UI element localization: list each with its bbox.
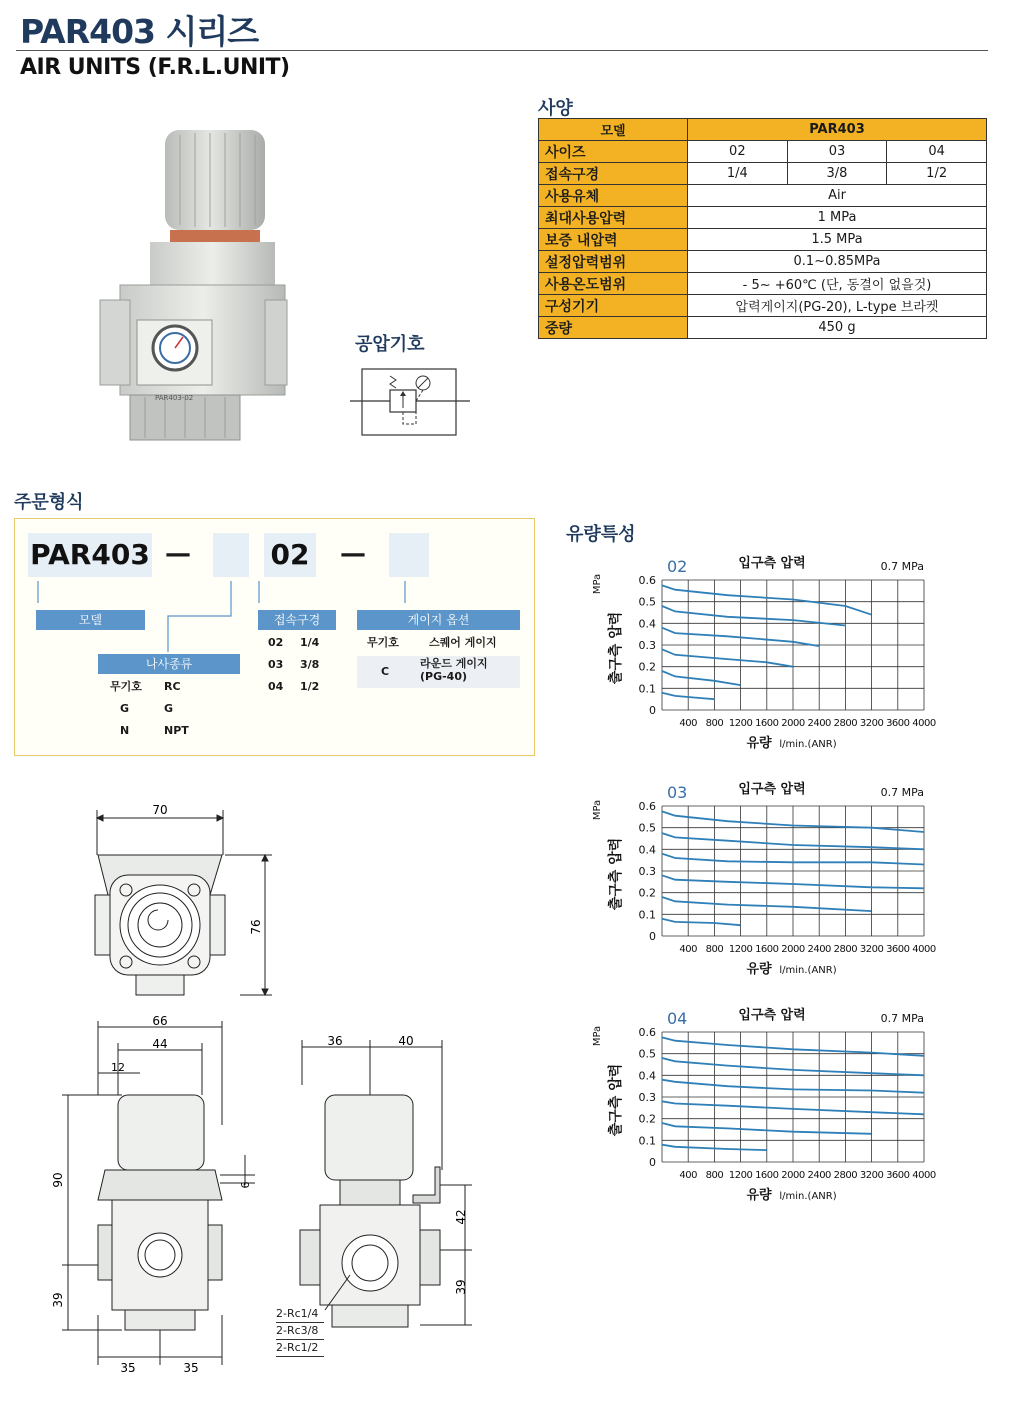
x-tick-label: 3200 (859, 944, 884, 955)
flow-chart-02 (560, 548, 960, 758)
flow-chart-svg (560, 774, 960, 984)
spec-value: 3/8 (787, 163, 887, 185)
spec-label: 보증 내압력 (539, 229, 688, 251)
x-tick-label: 3600 (886, 1170, 910, 1181)
flow-heading: 유량특성 (566, 524, 636, 545)
dim-front-width: 70 (152, 803, 168, 817)
spec-value: 0.1~0.85MPa (688, 251, 987, 273)
x-tick-label: 400 (679, 944, 697, 955)
y-tick-label: 0 (649, 704, 656, 717)
spec-row (539, 207, 987, 229)
dim-44: 44 (152, 1037, 168, 1051)
x-tick-label: 2800 (833, 944, 858, 955)
y-tick-label: 0.5 (638, 595, 656, 609)
y-unit-label: MPa (592, 799, 603, 821)
size-code: 02 (264, 533, 316, 577)
x-tick-label: 2400 (807, 1170, 831, 1181)
spec-label: 사용유체 (539, 185, 688, 207)
x-tick-label: 1200 (728, 1170, 753, 1181)
symbol-heading: 공압기호 (355, 334, 425, 355)
supply-pressure-label: 입구측 압력 (738, 1008, 806, 1023)
supply-pressure-label: 입구측 압력 (738, 556, 806, 571)
model-code: PAR403 (28, 533, 152, 577)
spec-value: 1 MPa (688, 207, 987, 229)
dim-36: 36 (327, 1035, 343, 1048)
spec-row (539, 251, 987, 273)
chart-size-label: 02 (667, 557, 688, 576)
flow-curve (662, 649, 793, 666)
spec-row-size (539, 141, 987, 163)
port-label: 2-Rc1/2 (276, 1340, 324, 1357)
y-tick-label: 0.5 (638, 821, 656, 835)
y-tick-label: 0 (649, 1156, 656, 1169)
dash-2: — (340, 539, 366, 569)
x-axis-unit: l/min.(ANR) (779, 739, 837, 750)
y-tick-label: 0.6 (638, 574, 656, 587)
flow-chart-04 (560, 1000, 960, 1210)
y-tick-label: 0.4 (638, 843, 656, 857)
x-tick-label: 1600 (755, 1170, 779, 1181)
thread-type-title: 나사종류 (98, 654, 240, 674)
dim-12: 12 (111, 1061, 125, 1074)
chart-size-label: 03 (667, 783, 688, 802)
x-tick-label: 2400 (807, 718, 831, 729)
flow-curve (662, 919, 741, 926)
dim-6: 6 (239, 1181, 252, 1189)
x-tick-label: 1200 (728, 718, 753, 729)
dash-1: — (165, 539, 191, 569)
spec-label: 구성기기 (539, 295, 688, 317)
order-form-box: PAR403 — 02 — 모델 나사종류 무기호 RC G G N NPT 접속구경 02 1/4 03 3/8 04 1/2 게이지 옵션 무기호 스퀘어 게이지 C 라운드 게이지 (PG-40) (14, 518, 535, 756)
spec-value: 02 (688, 141, 788, 163)
spec-label: 사용온도범위 (539, 273, 688, 295)
spec-value: - 5~ +60℃ (단, 동결이 없을것) (688, 273, 987, 295)
x-tick-label: 1200 (728, 944, 753, 955)
y-tick-label: 0.2 (638, 660, 656, 674)
y-tick-label: 0.6 (638, 1026, 656, 1039)
spec-header-label: 모델 (539, 119, 688, 141)
gauge-option-title: 게이지 옵션 (357, 610, 520, 630)
y-tick-label: 0.2 (638, 1112, 656, 1126)
flow-chart-svg (560, 548, 960, 758)
supply-pressure-label: 입구측 압력 (738, 782, 806, 797)
spec-row (539, 273, 987, 295)
y-tick-label: 0.3 (638, 639, 656, 652)
spec-label: 중량 (539, 317, 688, 339)
x-tick-label: 1600 (755, 718, 779, 729)
dim-66: 66 (152, 1015, 168, 1028)
y-tick-label: 0.1 (638, 682, 656, 696)
x-tick-label: 2000 (781, 1170, 805, 1181)
spec-table (538, 118, 987, 339)
x-tick-label: 4000 (912, 1170, 936, 1181)
spec-value: 압력게이지(PG-20), L-type 브라켓 (688, 295, 987, 317)
spec-value: 03 (787, 141, 887, 163)
x-tick-label: 800 (705, 944, 724, 955)
spec-value: 450 g (688, 317, 987, 339)
gauge-row: C 라운드 게이지 (PG-40) (357, 656, 520, 688)
page-title: PAR403 시리즈 (20, 12, 259, 51)
y-tick-label: 0.2 (638, 886, 656, 900)
spec-value: 1/4 (688, 163, 788, 185)
supply-pressure-value: 0.7 MPa (880, 1012, 924, 1025)
dim-40: 40 (398, 1035, 414, 1048)
x-axis-title: 유량 (746, 962, 772, 977)
y-tick-label: 0.1 (638, 1134, 656, 1148)
y-axis-title: 출구측 압력 (608, 611, 624, 685)
port-label: 2-Rc1/4 (276, 1306, 324, 1323)
x-tick-label: 3600 (886, 718, 910, 729)
spec-header-row (539, 119, 987, 141)
dim-90: 90 (51, 1172, 65, 1188)
x-axis-unit: l/min.(ANR) (779, 1191, 837, 1202)
y-tick-label: 0.3 (638, 865, 656, 878)
x-tick-label: 2000 (781, 718, 805, 729)
spec-label: 접속구경 (539, 163, 688, 185)
spec-row (539, 317, 987, 339)
x-tick-label: 2400 (807, 944, 831, 955)
spec-heading: 사양 (538, 98, 573, 119)
x-tick-label: 400 (679, 1170, 697, 1181)
spec-row (539, 185, 987, 207)
flow-chart-svg (560, 1000, 960, 1210)
spec-value: Air (688, 185, 987, 207)
spec-label: 설정압력범위 (539, 251, 688, 273)
dim-35-left: 35 (120, 1361, 136, 1375)
port-label-list (276, 1306, 324, 1357)
y-unit-label: MPa (592, 1025, 603, 1047)
dim-front-height: 76 (249, 919, 263, 935)
spec-label: 최대사용압력 (539, 207, 688, 229)
supply-pressure-value: 0.7 MPa (880, 786, 924, 799)
product-photo (95, 125, 290, 455)
x-tick-label: 4000 (912, 944, 936, 955)
x-tick-label: 4000 (912, 718, 936, 729)
x-tick-label: 2800 (833, 718, 858, 729)
product-label: PAR403-02 (155, 394, 194, 402)
dim-39: 39 (51, 1292, 65, 1308)
y-tick-label: 0.4 (638, 617, 656, 631)
spec-value: 1.5 MPa (688, 229, 987, 251)
y-axis-title: 출구측 압력 (608, 1063, 624, 1137)
y-axis-title: 출구측 압력 (608, 837, 624, 911)
x-axis-title: 유량 (746, 1188, 772, 1203)
spec-value: 1/2 (887, 163, 987, 185)
spec-row (539, 229, 987, 251)
x-tick-label: 400 (679, 718, 697, 729)
supply-pressure-value: 0.7 MPa (880, 560, 924, 573)
page-subtitle: AIR UNITS (F.R.L.UNIT) (20, 55, 290, 80)
spec-value: 04 (887, 141, 987, 163)
y-tick-label: 0 (649, 930, 656, 943)
y-tick-label: 0.6 (638, 800, 656, 813)
x-tick-label: 3200 (859, 1170, 884, 1181)
port-size-title: 접속구경 (258, 610, 336, 630)
pneumatic-symbol (350, 368, 470, 436)
x-tick-label: 3600 (886, 944, 910, 955)
x-tick-label: 800 (705, 718, 724, 729)
order-heading: 주문형식 (14, 492, 84, 513)
x-tick-label: 800 (705, 1170, 724, 1181)
flow-curve (662, 606, 845, 626)
dim-42: 42 (454, 1209, 468, 1225)
model-label: 모델 (36, 610, 145, 630)
flow-curve (662, 671, 741, 685)
x-axis-title: 유량 (746, 736, 772, 751)
spec-row-port (539, 163, 987, 185)
spec-header-value: PAR403 (688, 119, 987, 141)
x-tick-label: 3200 (859, 718, 884, 729)
y-tick-label: 0.3 (638, 1091, 656, 1104)
y-tick-label: 0.1 (638, 908, 656, 922)
x-axis-unit: l/min.(ANR) (779, 965, 837, 976)
x-tick-label: 2000 (781, 944, 805, 955)
x-tick-label: 1600 (755, 944, 779, 955)
y-unit-label: MPa (592, 573, 603, 595)
front-view-drawing (60, 800, 280, 1000)
flow-chart-03 (560, 774, 960, 984)
dim-39-side: 39 (454, 1279, 468, 1295)
y-tick-label: 0.4 (638, 1069, 656, 1083)
chart-size-label: 04 (667, 1009, 688, 1028)
port-label: 2-Rc3/8 (276, 1323, 324, 1340)
front-elevation-drawing (50, 1015, 285, 1375)
y-tick-label: 0.5 (638, 1047, 656, 1061)
dim-35-right: 35 (183, 1361, 199, 1375)
spec-label: 사이즈 (539, 141, 688, 163)
spec-row (539, 295, 987, 317)
title-divider (16, 50, 988, 51)
x-tick-label: 2800 (833, 1170, 858, 1181)
